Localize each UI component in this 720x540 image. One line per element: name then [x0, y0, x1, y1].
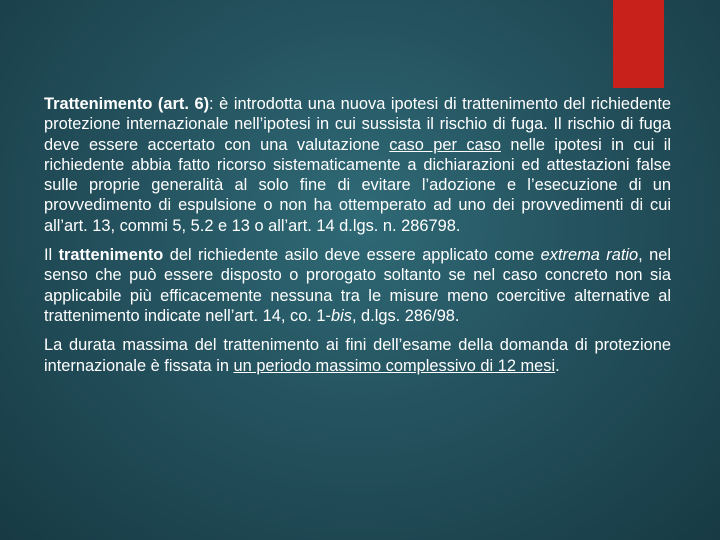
bold-text: trattenimento	[58, 246, 164, 265]
text: .	[555, 356, 560, 375]
text: : è introdotta una nuova ipotesi di trattenimento del richiedente protezione internazionale nell’ipotesi in cui sussista il rischio di fuga. Il rischio di fuga deve essere accertato con una valutazione	[44, 95, 671, 154]
text: Il	[44, 246, 59, 265]
paragraph-extrema-ratio	[44, 245, 671, 326]
text: del richiedente asilo deve essere applicato come	[163, 246, 541, 265]
text: , nel senso che può essere disposto o prorogato soltanto se nel caso concreto non sia applicabile più efficacemente nessuna tra le misure meno coercitive alternative al trattenimento indicate nell’art. 14, co. 1-	[44, 246, 671, 325]
paragraph-durata-massima	[44, 335, 671, 376]
italic-text: bis	[331, 306, 352, 325]
text: La durata massima del trattenimento ai fini dell’esame della domanda di protezione internazionale è fissata in	[44, 336, 671, 375]
text: , d.lgs. 286/98.	[351, 306, 460, 325]
underlined-text: un periodo massimo complessivo di 12 mesi	[233, 356, 556, 375]
slide-body	[44, 94, 671, 385]
underlined-text: caso per caso	[389, 135, 501, 154]
paragraph-trattenimento-art6	[44, 94, 671, 236]
heading-bold: Trattenimento (art. 6)	[44, 95, 210, 113]
text: nelle ipotesi in cui il richiedente abbia fatto ricorso sistematicamente a dichiarazioni ed attestazioni false sulle proprie generalità al solo fine di evitare l’adozione e l’esecuzione di un provvedimento di espulsione o non ha ottemperato ad uno dei provvedimenti di cui all’art. 13, commi 5, 5.2 e 13 o all’art. 14 d.lgs. n. 286798.	[44, 135, 671, 235]
italic-text: extrema ratio	[540, 246, 639, 265]
accent-bar	[613, 0, 664, 88]
